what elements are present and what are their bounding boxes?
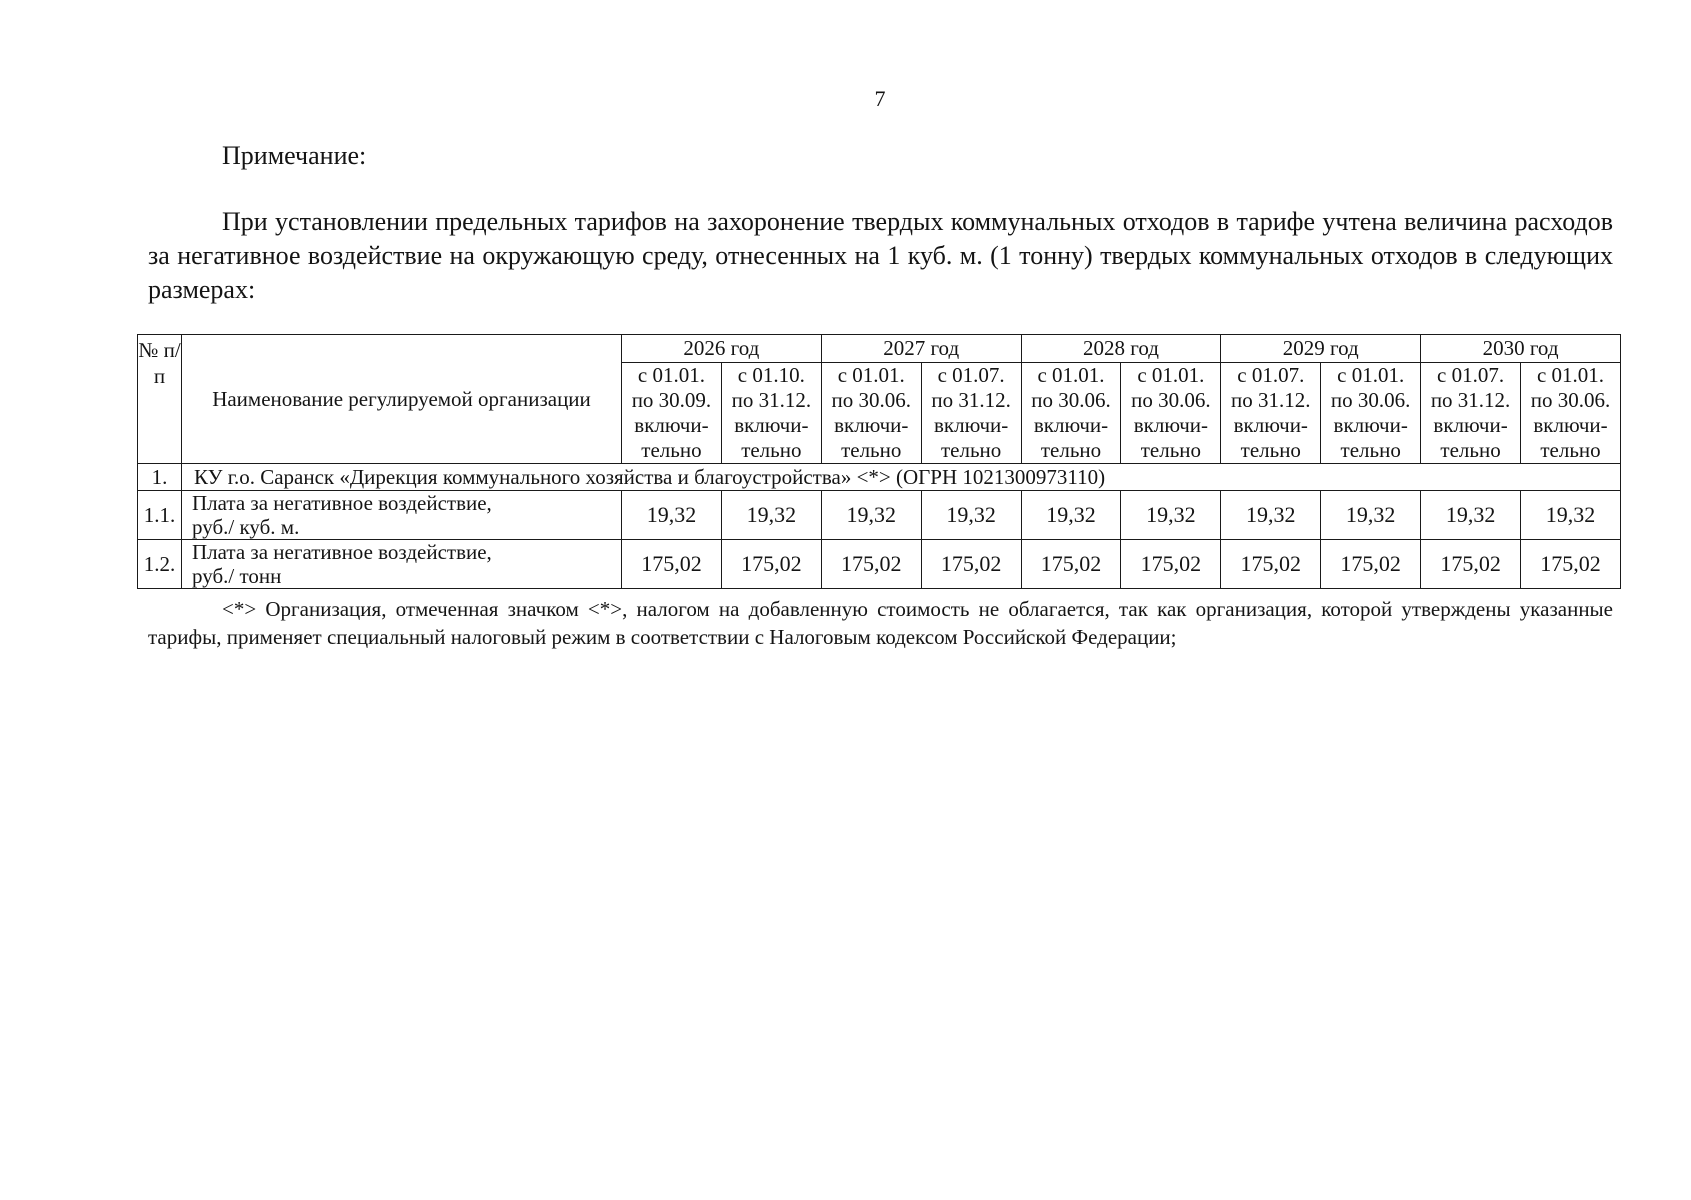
period-header: с 01.07. по 31.12. включи- тельно	[1221, 363, 1321, 464]
table-row	[138, 540, 1621, 589]
period-header: с 01.01. по 30.06. включи- тельно	[1021, 363, 1121, 464]
year-header: 2028 год	[1021, 335, 1221, 363]
value-cell: 175,02	[622, 540, 722, 589]
year-header-row	[138, 335, 1621, 363]
tariff-table	[137, 334, 1621, 589]
organization-name: КУ г.о. Саранск «Дирекция коммунального хозяйства и благоустройства» <*> (ОГРН 1021300973110)	[182, 464, 1621, 491]
value-cell: 175,02	[1521, 540, 1621, 589]
period-header: с 01.07. по 31.12. включи- тельно	[1421, 363, 1521, 464]
row-num: 1.2.	[138, 540, 182, 589]
value-cell: 19,32	[1521, 491, 1621, 540]
footnote: <*> Организация, отмеченная значком <*>, налогом на добавленную стоимость не облагается, так как организация, которой утверждены указанные тарифы, применяет специальный налоговый режим в соответствии с Налоговым кодексом Российской Федерации;	[148, 597, 1613, 649]
row-num: 1.1.	[138, 491, 182, 540]
value-cell: 19,32	[1221, 491, 1321, 540]
period-header: с 01.01. по 30.06. включи- тельно	[1321, 363, 1421, 464]
table-row	[138, 491, 1621, 540]
row-name: Плата за негативное воздействие, руб./ тонн	[182, 540, 622, 589]
period-header: с 01.01. по 30.09. включи- тельно	[622, 363, 722, 464]
value-cell: 19,32	[721, 491, 821, 540]
value-cell: 175,02	[1021, 540, 1121, 589]
period-header: с 01.10. по 31.12. включи- тельно	[721, 363, 821, 464]
value-cell: 19,32	[622, 491, 722, 540]
header-name: Наименование регулируемой организации	[182, 335, 622, 464]
row-name: Плата за негативное воздействие, руб./ куб. м.	[182, 491, 622, 540]
value-cell: 175,02	[721, 540, 821, 589]
period-header: с 01.01. по 30.06. включи- тельно	[1121, 363, 1221, 464]
intro-paragraph: При установлении предельных тарифов на захоронение твердых коммунальных отходов в тарифе учтена величина расходов за негативное воздействие на окружающую среду, отнесенных на 1 куб. м. (1 тонну) твердых коммунальных отходов в следующих размерах:	[148, 207, 1613, 304]
year-header: 2029 год	[1221, 335, 1421, 363]
note-heading: Примечание:	[222, 141, 367, 170]
period-header: с 01.01. по 30.06. включи- тельно	[1521, 363, 1621, 464]
page-number: 7	[874, 86, 886, 111]
value-cell: 19,32	[1021, 491, 1121, 540]
value-cell: 175,02	[1121, 540, 1221, 589]
value-cell: 19,32	[821, 491, 921, 540]
value-cell: 175,02	[1421, 540, 1521, 589]
period-header: с 01.01. по 30.06. включи- тельно	[821, 363, 921, 464]
value-cell: 19,32	[1421, 491, 1521, 540]
value-cell: 19,32	[1321, 491, 1421, 540]
header-num: № п/п	[138, 335, 182, 464]
value-cell: 19,32	[921, 491, 1021, 540]
value-cell: 175,02	[921, 540, 1021, 589]
year-header: 2030 год	[1421, 335, 1621, 363]
period-header: с 01.07. по 31.12. включи- тельно	[921, 363, 1021, 464]
value-cell: 175,02	[1221, 540, 1321, 589]
value-cell: 175,02	[1321, 540, 1421, 589]
year-header: 2027 год	[821, 335, 1021, 363]
value-cell: 19,32	[1121, 491, 1221, 540]
year-header: 2026 год	[622, 335, 822, 363]
value-cell: 175,02	[821, 540, 921, 589]
organization-num: 1.	[138, 464, 182, 491]
organization-row	[138, 464, 1621, 491]
